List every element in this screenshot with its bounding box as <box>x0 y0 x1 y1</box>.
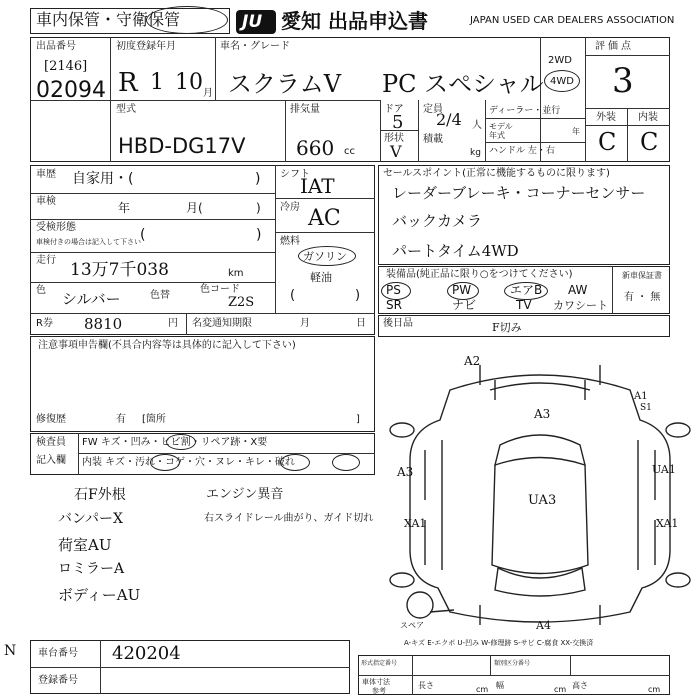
inspection-label: 車検 <box>36 196 56 207</box>
exterior-value: C <box>598 128 617 156</box>
shift-value: IAT <box>300 174 335 198</box>
body-size-ref: 参考 <box>372 687 386 695</box>
later-items-value: F切み <box>492 321 522 334</box>
name-label: 車名・グレード <box>220 41 290 52</box>
circle-pw <box>447 282 479 300</box>
circle-torn <box>332 454 360 471</box>
interior-value: C <box>640 128 659 156</box>
class-number-label: 類別区分番号 <box>494 660 531 667</box>
height-label: 高さ <box>572 681 588 690</box>
type-designation-label: 形式指定番号 <box>361 660 398 667</box>
checker-fw-line: FW キズ・凹み・ヒビ割・リペア跡・X要 <box>82 437 268 448</box>
receipt-note: 車検付きの場合は記入して下さい <box>36 238 141 246</box>
fuel-gasoline: ガソリン <box>303 250 347 263</box>
equip-ps: PS <box>386 283 401 297</box>
score-label: 評価点 <box>595 41 634 52</box>
sales-points-label: セールスポイント(正常に機能するものに限ります) <box>383 168 610 179</box>
reg-era: R <box>118 68 138 98</box>
inspection-month: 月( <box>186 201 203 215</box>
load-label: 積載 <box>423 134 443 145</box>
later-items-label: 後日品 <box>383 318 413 329</box>
chassis-label: 車台番号 <box>38 648 78 659</box>
circle-stain <box>150 454 180 471</box>
spare-label: スペア <box>400 621 424 630</box>
length-label: 長さ <box>418 681 434 690</box>
r-ticket-value: 8810 <box>84 315 123 333</box>
history-close: ) <box>255 171 261 187</box>
mark-bottom-a4: A4 <box>536 619 551 632</box>
capacity-value: 2/4 <box>436 110 462 129</box>
association-name: JAPAN USED CAR DEALERS ASSOCIATION <box>470 15 675 26</box>
circle-dent <box>166 434 196 450</box>
equip-pw: PW <box>452 283 472 297</box>
notes-label: 注意事項申告欄(不具合内容等は具体的に記入して下さい) <box>38 340 296 351</box>
tax-day: 日 <box>356 318 366 329</box>
fuel-label: 燃料 <box>280 236 300 247</box>
receipt-label: 受検形態 <box>36 222 76 233</box>
lot-label: 出品番号 <box>36 41 76 52</box>
shape-label: 形状 <box>384 133 404 144</box>
sales-point-1: レーダーブレーキ・コーナーセンサー <box>392 184 646 202</box>
org-title: 愛知 出品申込書 <box>281 9 428 33</box>
tax-label: 名変通知期限 <box>192 318 252 329</box>
r-ticket-unit: 円 <box>168 318 178 329</box>
mark-a3-roof: A3 <box>534 407 551 421</box>
door-value: 5 <box>392 112 404 133</box>
body-size-label: 車体寸法 <box>362 678 390 686</box>
mark-top-a2: A2 <box>464 354 481 368</box>
receipt-open: ( <box>140 227 146 243</box>
mark-a1: A1 <box>634 391 648 402</box>
mark-right-xa1: XA1 <box>656 517 679 530</box>
checker-interior-line: 内装 キズ・汚れ・コゲ・穴・ヌレ・キレ・破れ <box>82 457 295 468</box>
checker-label-2: 記入欄 <box>36 455 66 466</box>
height-cm: cm <box>648 685 661 694</box>
color-code-value: Z2S <box>228 295 255 310</box>
dealer-label: ディーラー・並行 <box>489 106 561 116</box>
drive-4wd: 4WD <box>550 76 574 87</box>
fuel-gasoline-circle <box>298 246 356 266</box>
warranty-label: 新車保証書 <box>622 271 662 280</box>
repair-place: [箇所 <box>142 414 166 425</box>
damage-legend: A-キズ E-エクボ U-凹み W-修理跡 S-サビ C-腐食 XX-交換済 <box>404 639 594 647</box>
note-left-4: ロミラーA <box>58 561 125 577</box>
drive-4wd-circle <box>544 70 580 92</box>
capacity-unit: 人 <box>472 120 482 131</box>
reg-month-value: 10 <box>175 70 203 95</box>
color-value: シルバー <box>62 290 121 308</box>
chassis-value: 420204 <box>112 643 181 664</box>
reg-year: 1 <box>150 70 164 95</box>
reg-label: 初度登録年月 <box>116 41 176 52</box>
equip-navi: ナビ <box>452 298 477 312</box>
door-label: ドア <box>384 104 404 115</box>
tax-month: 月 <box>300 318 310 329</box>
repair-label: 修復歴 <box>36 414 66 425</box>
history-label: 車歴 <box>36 169 56 180</box>
circle-ps <box>381 282 411 300</box>
lot-number: 02094 <box>36 78 106 103</box>
equip-sr: SR <box>386 298 402 312</box>
warranty-options: 有 ・ 無 <box>624 292 661 303</box>
drive-2wd: 2WD <box>548 55 572 66</box>
checker-label-1: 検査員 <box>36 437 66 448</box>
displacement-value: 660 <box>296 136 335 160</box>
later-items-box <box>378 315 670 337</box>
r-ticket-label: R券 <box>36 318 53 329</box>
fuel-other-open: ( <box>290 288 296 303</box>
color-label: 色 <box>36 285 46 296</box>
width-cm: cm <box>554 685 567 694</box>
name-model: スクラムV <box>228 70 342 98</box>
load-unit: kg <box>470 148 481 158</box>
equipment-label: 装備品(純正品に限り○をつけてください) <box>386 269 573 280</box>
reg-month-unit: 月 <box>203 88 213 99</box>
exterior-label: 外装 <box>596 112 616 123</box>
history-value: 自家用・( <box>72 171 134 187</box>
repair-value: 有 <box>116 414 126 425</box>
color-code-label: 色コード <box>200 284 240 295</box>
handle-label: ハンドル 左・右 <box>489 146 555 156</box>
width-label: 幅 <box>496 681 504 690</box>
displacement-unit: cc <box>344 146 355 157</box>
mark-center-ua3: UA3 <box>528 493 557 508</box>
length-cm: cm <box>476 685 489 694</box>
score-value: 3 <box>612 61 634 101</box>
inspection-year: 年 <box>118 201 131 215</box>
note-left-1: 石F外根 <box>74 487 126 503</box>
circle-wet <box>280 454 310 471</box>
mileage-unit: km <box>228 268 244 279</box>
circle-airbag <box>504 282 548 300</box>
interior-label: 内装 <box>638 112 658 123</box>
name-grade: PC スペシャル <box>382 70 544 98</box>
note-left-3: 荷室AU <box>58 536 112 554</box>
shape-value: V <box>390 142 402 161</box>
note-right-1: エンジン異音 <box>206 487 284 502</box>
mark-right-ua1: UA1 <box>652 463 676 476</box>
color-change-label: 色替 <box>150 290 170 301</box>
note-left-5: ボディーAU <box>58 586 141 604</box>
shift-label: シフト <box>280 169 310 180</box>
equip-tv: TV <box>516 298 532 312</box>
model-year-label1: モデル <box>489 122 513 131</box>
aircon-value: AC <box>308 206 341 231</box>
type-value: HBD-DG17V <box>118 134 246 158</box>
mileage-value: 13万7千038 <box>70 260 169 280</box>
sales-point-3: パートタイム4WD <box>392 242 519 260</box>
storage-label: 車内保管・守衛保管 <box>36 10 181 29</box>
note-left-2: バンパーX <box>58 511 123 527</box>
mark-left-xa1: XA1 <box>404 517 427 530</box>
aircon-label: 冷房 <box>280 202 300 213</box>
fuel-other-close: ) <box>355 288 361 303</box>
reg-number-label: 登録番号 <box>38 675 78 686</box>
receipt-close: ) <box>256 227 262 243</box>
repair-close: ] <box>356 414 360 425</box>
mark-left-a3: A3 <box>397 465 414 479</box>
capacity-label: 定員 <box>423 104 443 115</box>
margin-mark: N <box>4 643 17 659</box>
equip-airbag: エアB <box>510 283 543 297</box>
storage-circle <box>146 6 228 34</box>
type-label: 型式 <box>116 104 136 115</box>
lot-sub: [2146] <box>44 59 88 74</box>
mark-s1: S1 <box>640 403 652 413</box>
equip-aw: AW <box>568 283 588 297</box>
displacement-label: 排気量 <box>290 104 320 115</box>
sales-point-2: バックカメラ <box>392 212 483 230</box>
equip-leather-seat: カワシート <box>553 299 608 312</box>
model-year-unit: 年 <box>572 127 580 136</box>
mileage-label: 走行 <box>36 255 56 266</box>
model-year-label2: 年式 <box>489 131 505 140</box>
fuel-diesel: 軽油 <box>310 271 332 284</box>
note-right-2: 右スライドレール曲がり、ガイド切れ <box>204 513 374 524</box>
inspection-close: ) <box>256 201 261 215</box>
ju-logo-text: JU <box>242 12 263 32</box>
